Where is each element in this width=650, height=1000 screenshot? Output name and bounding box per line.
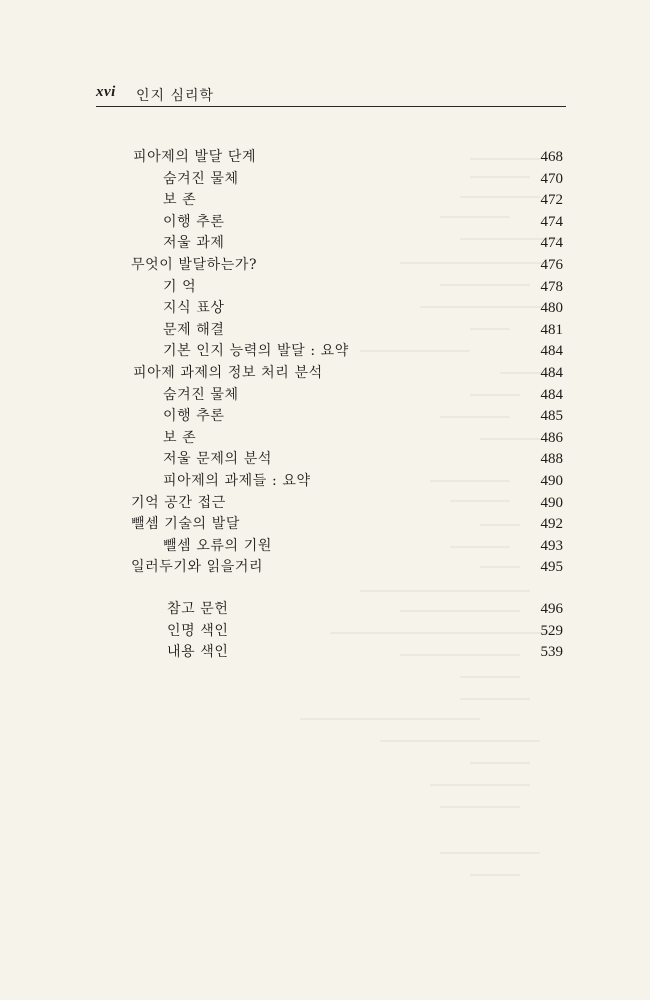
toc-entry-page: 529 [540, 622, 563, 639]
toc-entry-title: 숨겨진 물체 [163, 386, 239, 403]
toc-entry-page: 492 [540, 516, 563, 533]
toc-entry-page: 468 [540, 149, 563, 165]
toc-entry-page: 539 [540, 644, 563, 661]
toc-entry-page: 493 [540, 537, 563, 554]
toc-entry [163, 384, 563, 406]
toc-entry-page: 484 [540, 343, 563, 360]
toc-entry [163, 297, 563, 319]
toc-entry [133, 362, 563, 384]
toc-entry-title: 인명 색인 [167, 622, 229, 639]
toc-entry [163, 427, 563, 449]
toc-entry-title: 기본 인지 능력의 발달 : 요약 [163, 343, 349, 360]
toc-entry-title: 저울 문제의 분석 [163, 451, 272, 468]
bleed-stroke [380, 740, 540, 742]
toc-entry-title: 피아제의 발달 단계 [133, 149, 257, 165]
toc-entry-title: 이행 추론 [163, 408, 225, 425]
bleed-stroke [470, 762, 530, 764]
toc-entry-page: 481 [540, 321, 563, 338]
toc-entry [163, 276, 563, 298]
toc-entry-page: 474 [540, 213, 563, 230]
toc-entry-page: 480 [540, 300, 563, 317]
toc-entry-page: 474 [540, 235, 563, 252]
toc-entry-title: 이행 추론 [163, 213, 225, 230]
toc-entry [163, 448, 563, 470]
toc-entry-title: 뺄셈 기술의 발달 [131, 516, 240, 533]
book-title: 인지 심리학 [136, 88, 215, 104]
toc-entry-title: 일러두기와 읽을거리 [131, 559, 264, 576]
toc-entry [163, 319, 563, 341]
toc-entry-title: 기억 공간 접근 [131, 494, 226, 511]
toc-entry-title: 기 억 [163, 278, 197, 295]
toc-entry-title: 무엇이 발달하는가? [131, 257, 258, 273]
bleed-stroke [360, 590, 530, 592]
bleed-stroke [470, 874, 520, 876]
toc-entry-title: 뺄셈 오류의 기원 [163, 537, 272, 554]
toc-entry [167, 620, 563, 642]
bleed-stroke [300, 718, 480, 720]
toc-entry-page: 476 [540, 257, 563, 273]
toc-entry [163, 189, 563, 211]
toc-entry [133, 146, 563, 168]
toc-entry-title: 저울 과제 [163, 235, 225, 252]
bleed-stroke [440, 806, 520, 808]
toc-entry-page: 486 [540, 429, 563, 446]
toc-entry-title: 피아제 과제의 정보 처리 분석 [133, 365, 323, 381]
toc-entry [131, 513, 563, 535]
toc-entry-page: 490 [540, 494, 563, 511]
toc-entry-title: 보 존 [163, 429, 197, 446]
toc-entry [163, 211, 563, 233]
toc-entry [131, 556, 563, 578]
toc-entry-title: 숨겨진 물체 [163, 170, 239, 187]
toc-entry-page: 484 [540, 386, 563, 403]
toc-entry-page: 490 [540, 473, 563, 489]
bleed-stroke [460, 676, 520, 678]
toc-entry [163, 470, 563, 492]
toc-entry [131, 492, 563, 514]
toc-entry [163, 232, 563, 254]
toc-entry [163, 405, 563, 427]
toc-entry-page: 485 [540, 408, 563, 425]
toc-entry-page: 472 [540, 192, 563, 209]
bleed-stroke [440, 852, 540, 854]
page-folio: xvi [96, 84, 116, 100]
toc-entry-page: 495 [540, 559, 563, 576]
toc-entry-title: 내용 색인 [167, 644, 229, 661]
toc-entry-page: 470 [540, 170, 563, 187]
toc-entry [167, 641, 563, 663]
bleed-stroke [460, 698, 530, 700]
toc-entry-title: 피아제의 과제들 : 요약 [163, 473, 311, 489]
toc-entry-title: 문제 해결 [163, 321, 225, 338]
running-head [96, 86, 566, 107]
toc-entry-title: 보 존 [163, 192, 197, 209]
toc-entry [163, 535, 563, 557]
toc-entry [163, 168, 563, 190]
toc-entry-page: 484 [540, 365, 563, 381]
toc-entry [131, 254, 563, 276]
toc-entry [167, 598, 563, 620]
toc-entry-page: 488 [540, 451, 563, 468]
bleed-stroke [430, 784, 530, 786]
toc-entry-title: 참고 문헌 [167, 601, 229, 617]
toc-entry [163, 340, 563, 362]
toc-entry-page: 478 [540, 278, 563, 295]
toc-entry-page: 496 [540, 601, 563, 617]
toc-entry-title: 지식 표상 [163, 300, 225, 317]
